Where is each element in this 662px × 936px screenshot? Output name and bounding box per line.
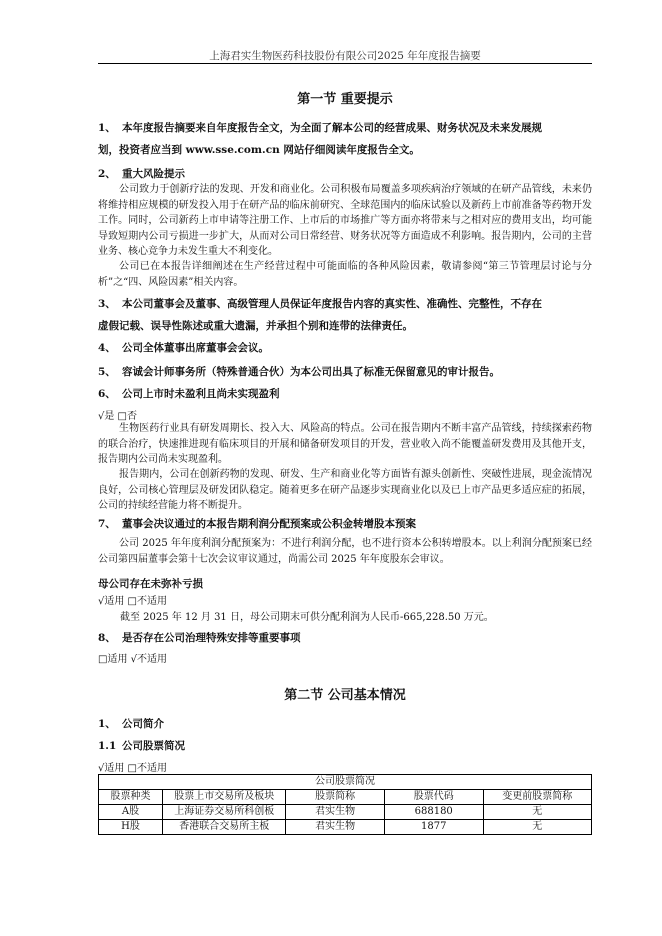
item-2-number: 2、 [98, 168, 116, 180]
table-cell: 香港联合交易所主板 [163, 820, 286, 835]
section-2-item-1-1-number: 1.1 [98, 740, 117, 752]
item-8-number: 8、 [98, 632, 116, 644]
table-caption: 公司股票简况 [99, 775, 592, 790]
table-header-cell: 股票种类 [99, 790, 163, 805]
risk-paragraph-2: 公司已在本报告详细阐述在生产经营过程中可能面临的各种风险因素，敬请参阅“第三节管理层讨论与分析”之“四、风险因素”相关内容。 [98, 261, 592, 288]
item-1-line-2: 划，投资者应当到 www.sse.com.cn 网站仔细阅读年度报告全文。 [98, 144, 420, 156]
profit-choice: √是 □否 [98, 411, 137, 422]
table-cell: H股 [99, 820, 163, 835]
item-4-number: 4、 [98, 342, 116, 354]
item-3-number: 3、 [98, 298, 116, 310]
table-cell: 君实生物 [286, 820, 385, 835]
item-8-title: 是否存在公司治理特殊安排等重要事项 [122, 632, 301, 644]
table-row [99, 805, 592, 820]
item-7-title: 董事会决议通过的本报告期利润分配预案或公积金转增股本预案 [122, 518, 416, 530]
section-2-item-1 [98, 716, 164, 731]
table-header-cell: 股票简称 [286, 790, 385, 805]
loss-text: 截至 2025 年 12 月 31 日，母公司期末可供分配利润为人民币-665,228.50 万元。 [120, 612, 494, 623]
table-cell: 无 [483, 820, 591, 835]
table-cell: 上海证券交易所科创板 [163, 805, 286, 820]
header-rule [98, 63, 592, 64]
table-header-cell: 股票上市交易所及板块 [163, 790, 286, 805]
section-2-item-1-title: 公司简介 [122, 718, 164, 730]
item-6-title: 公司上市时未盈利且尚未实现盈利 [122, 388, 280, 400]
section-1-title: 第一节 重要提示 [297, 92, 393, 107]
governance-choice: □适用 √不适用 [98, 654, 167, 665]
table-cell: A股 [99, 805, 163, 820]
item-6-number: 6、 [98, 388, 116, 400]
item-2-heading [98, 166, 185, 181]
risk-paragraph-1: 公司致力于创新疗法的发现、开发和商业化。公司积极布局覆盖多项疾病治疗领域的在研产品管线，未来仍将维持相应规模的研发投入用于在研产品的临床前研究、全球范围内的临床试验以及新药上市前准备等药物开发工作。同时，公司新药上市申请等注册工作、上市后的市场推广等方面亦将带来与之相对应的费用支出，均可能导致短期内公司亏损进一步扩大，从而对公司日常经营、财务状况等方面造成不利影响。报告期内，公司的主营业务、核心竞争力未发生重大不利变化。 [98, 184, 592, 257]
loss-heading: 母公司存在未弥补亏损 [98, 578, 203, 590]
item-8-heading [98, 630, 301, 645]
page-header: 上海君实生物医药科技股份有限公司2025 年年度报告摘要 [209, 50, 481, 62]
table-caption-row [99, 775, 592, 790]
section-2-item-1-1 [98, 738, 185, 753]
loss-choice: √适用 □不适用 [98, 596, 167, 607]
item-7-number: 7、 [98, 518, 116, 530]
item-1-number: 1、 [98, 122, 116, 134]
item-2-title: 重大风险提示 [122, 168, 185, 180]
profit-paragraph-1: 生物医药行业具有研发周期长、投入大、风险高的特点。公司在报告期内不断丰富产品管线，持续探索药物的联合治疗，快速推进现有临床项目的开展和储备研发项目的开发，营业收入尚不能覆盖研发费用及其他开支，报告期内公司尚未实现盈利。 [98, 423, 592, 465]
table-cell: 688180 [384, 805, 483, 820]
item-1-line-1 [98, 120, 542, 135]
item-1-text-1: 本年度报告摘要来自年度报告全文，为全面了解本公司的经营成果、财务状况及未来发展规 [122, 122, 542, 134]
table-row [99, 820, 592, 835]
item-5 [98, 364, 500, 379]
section-2-item-1-1-title: 公司股票简况 [122, 740, 185, 752]
table-header-row [99, 790, 592, 805]
item-5-number: 5、 [98, 366, 116, 378]
table-cell: 1877 [384, 820, 483, 835]
stock-choice: √适用 □不适用 [98, 763, 167, 774]
table-cell: 无 [483, 805, 591, 820]
section-2-item-1-number: 1、 [98, 718, 116, 730]
item-6-heading [98, 386, 280, 401]
profit-paragraph-2: 报告期内，公司在创新药物的发现、研发、生产和商业化等方面皆有源头创新性、突破性进展，现金流情况良好，公司核心管理层及研发团队稳定。随着更多在研产品逐步实现商业化以及已上市产品更多适应症的拓展，公司的持续经营能力将不断提升。 [98, 469, 592, 511]
table-header-cell: 变更前股票简称 [483, 790, 591, 805]
item-3-line-1 [98, 296, 542, 311]
table-header-cell: 股票代码 [384, 790, 483, 805]
item-3-text-1: 本公司董事会及董事、高级管理人员保证年度报告内容的真实性、准确性、完整性，不存在 [122, 298, 542, 310]
item-4-text: 公司全体董事出席董事会会议。 [122, 342, 269, 354]
dividend-paragraph: 公司 2025 年年度利润分配预案为：不进行利润分配，也不进行资本公积转增股本。以上利润分配预案已经公司第四届董事会第十七次会议审议通过，尚需公司 2025 年年度股东会审议。 [98, 538, 592, 565]
item-5-text: 容诚会计师事务所（特殊普通合伙）为本公司出具了标准无保留意见的审计报告。 [122, 366, 500, 378]
section-2-title: 第二节 公司基本情况 [284, 688, 406, 703]
item-7-heading [98, 516, 416, 531]
table-cell: 君实生物 [286, 805, 385, 820]
stock-table [98, 774, 592, 835]
item-4 [98, 340, 269, 355]
item-3-line-2: 虚假记载、误导性陈述或重大遗漏，并承担个别和连带的法律责任。 [98, 320, 413, 332]
